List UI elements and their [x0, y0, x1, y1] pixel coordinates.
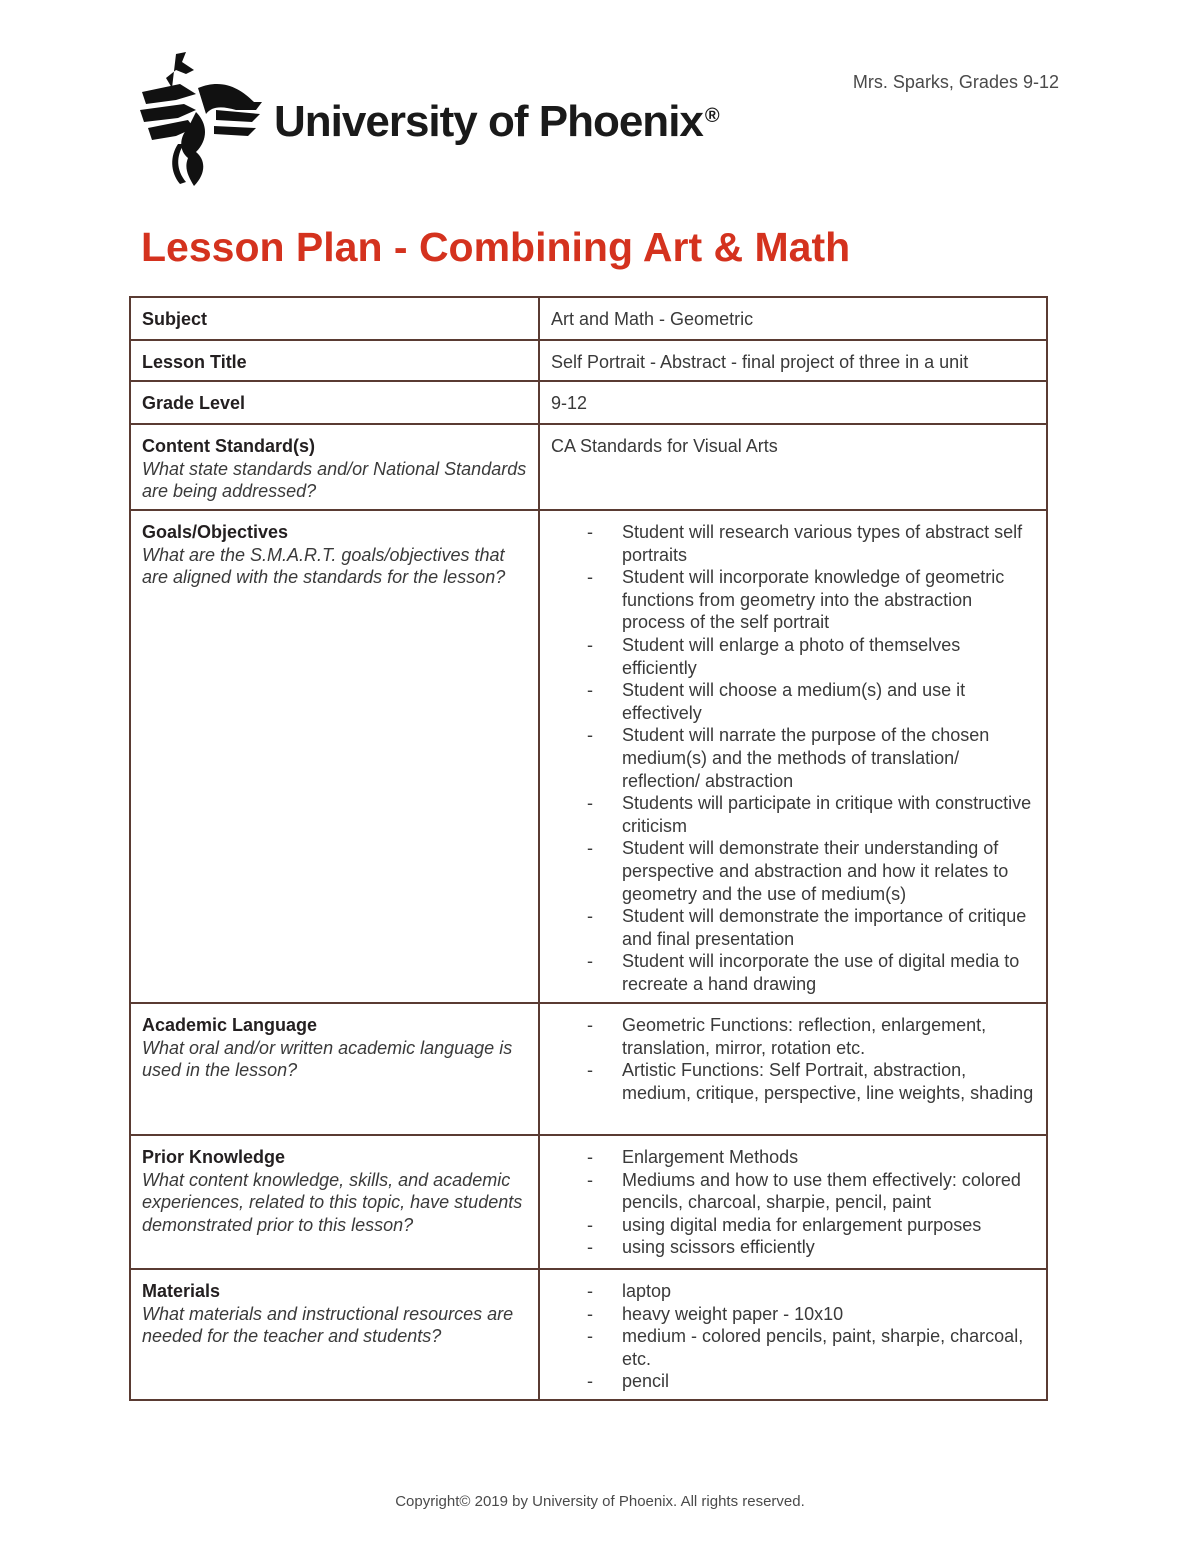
logo-wordmark	[274, 97, 719, 147]
row-question: What content knowledge, skills, and academic experiences, related to this topic, have students demonstrated prior to this lesson?	[142, 1169, 523, 1235]
row-label: Lesson Title	[142, 352, 247, 372]
row-label: Prior Knowledge	[142, 1147, 286, 1167]
label-cell	[130, 340, 539, 381]
label-cell	[130, 1003, 539, 1135]
list-item: - Student will enlarge a photo of themselves efficiently	[622, 634, 1035, 679]
goals-list	[551, 521, 1035, 995]
label-cell	[130, 1135, 539, 1269]
value-cell	[539, 340, 1047, 381]
row-label: Materials	[142, 1281, 221, 1301]
list-item: - Student will research various types of abstract self portraits	[622, 521, 1035, 566]
table-row-subject	[130, 297, 1047, 340]
row-label: Grade Level	[142, 393, 246, 413]
row-question: What are the S.M.A.R.T. goals/objectives that are aligned with the standards for the lesson?	[142, 544, 506, 588]
row-value: Art and Math - Geometric	[551, 309, 754, 329]
phoenix-bird-icon	[136, 48, 266, 188]
list-item: - laptop	[622, 1280, 1035, 1303]
list-item: - Artistic Functions: Self Portrait, abstraction, medium, critique, perspective, line weights, shading	[622, 1059, 1035, 1104]
list-item: - Students will participate in critique with constructive criticism	[622, 792, 1035, 837]
table-row-lesson-title	[130, 340, 1047, 381]
lesson-plan-table	[129, 296, 1048, 1401]
row-label: Academic Language	[142, 1015, 318, 1035]
registered-mark: ®	[704, 105, 719, 127]
row-label: Subject	[142, 309, 208, 329]
list-item: - medium - colored pencils, paint, sharpie, charcoal, etc.	[622, 1325, 1035, 1370]
university-logo	[136, 48, 719, 188]
table-row-grade-level	[130, 381, 1047, 424]
list-item: - using scissors efficiently	[622, 1236, 1035, 1259]
materials-list	[551, 1280, 1035, 1393]
label-cell	[130, 381, 539, 424]
value-cell	[539, 424, 1047, 510]
prior-knowledge-list	[551, 1146, 1035, 1259]
list-item: - using digital media for enlargement purposes	[622, 1214, 1035, 1237]
table-row-content-standards	[130, 424, 1047, 510]
page-title: Lesson Plan - Combining Art & Math	[141, 224, 851, 270]
academic-language-list	[551, 1014, 1035, 1104]
value-cell	[539, 510, 1047, 1003]
label-cell	[130, 297, 539, 340]
logo-name: University of Phoenix	[274, 97, 703, 146]
row-label: Goals/Objectives	[142, 522, 289, 542]
list-item: - Student will incorporate the use of digital media to recreate a hand drawing	[622, 950, 1035, 995]
list-item: - pencil	[622, 1370, 1035, 1393]
row-label: Content Standard(s)	[142, 436, 315, 456]
list-item: - Student will narrate the purpose of the chosen medium(s) and the methods of translation/ reflection/ abstraction	[622, 724, 1035, 792]
list-item: - Mediums and how to use them effectively: colored pencils, charcoal, sharpie, pencil, paint	[622, 1169, 1035, 1214]
row-value: 9-12	[551, 393, 588, 413]
table-row-prior-knowledge	[130, 1135, 1047, 1269]
value-cell	[539, 1269, 1047, 1400]
table-row-goals	[130, 510, 1047, 1003]
value-cell	[539, 297, 1047, 340]
row-question: What materials and instructional resources are needed for the teacher and students?	[142, 1303, 514, 1347]
value-cell	[539, 1003, 1047, 1135]
list-item: - Student will choose a medium(s) and use it effectively	[622, 679, 1035, 724]
header-meta: Mrs. Sparks, Grades 9-12	[852, 72, 1059, 92]
row-question: What oral and/or written academic language is used in the lesson?	[142, 1037, 513, 1081]
list-item: - Student will demonstrate their understanding of perspective and abstraction and how it relates to geometry and the use of medium(s)	[622, 837, 1035, 905]
label-cell	[130, 424, 539, 510]
table-row-academic-language	[130, 1003, 1047, 1135]
row-value: Self Portrait - Abstract - final project of three in a unit	[551, 352, 969, 372]
row-question: What state standards and/or National Standards are being addressed?	[142, 458, 527, 502]
label-cell	[130, 1269, 539, 1400]
list-item: - Geometric Functions: reflection, enlargement, translation, mirror, rotation etc.	[622, 1014, 1035, 1059]
table-row-materials	[130, 1269, 1047, 1400]
label-cell	[130, 510, 539, 1003]
list-item: - Enlargement Methods	[622, 1146, 1035, 1169]
list-item: - Student will incorporate knowledge of geometric functions from geometry into the abstraction process of the self portrait	[622, 566, 1035, 634]
list-item: - Student will demonstrate the importance of critique and final presentation	[622, 905, 1035, 950]
row-value: CA Standards for Visual Arts	[551, 436, 778, 456]
list-item: - heavy weight paper - 10x10	[622, 1303, 1035, 1326]
value-cell	[539, 381, 1047, 424]
copyright-footer: Copyright© 2019 by University of Phoenix. All rights reserved.	[395, 1493, 805, 1510]
value-cell	[539, 1135, 1047, 1269]
